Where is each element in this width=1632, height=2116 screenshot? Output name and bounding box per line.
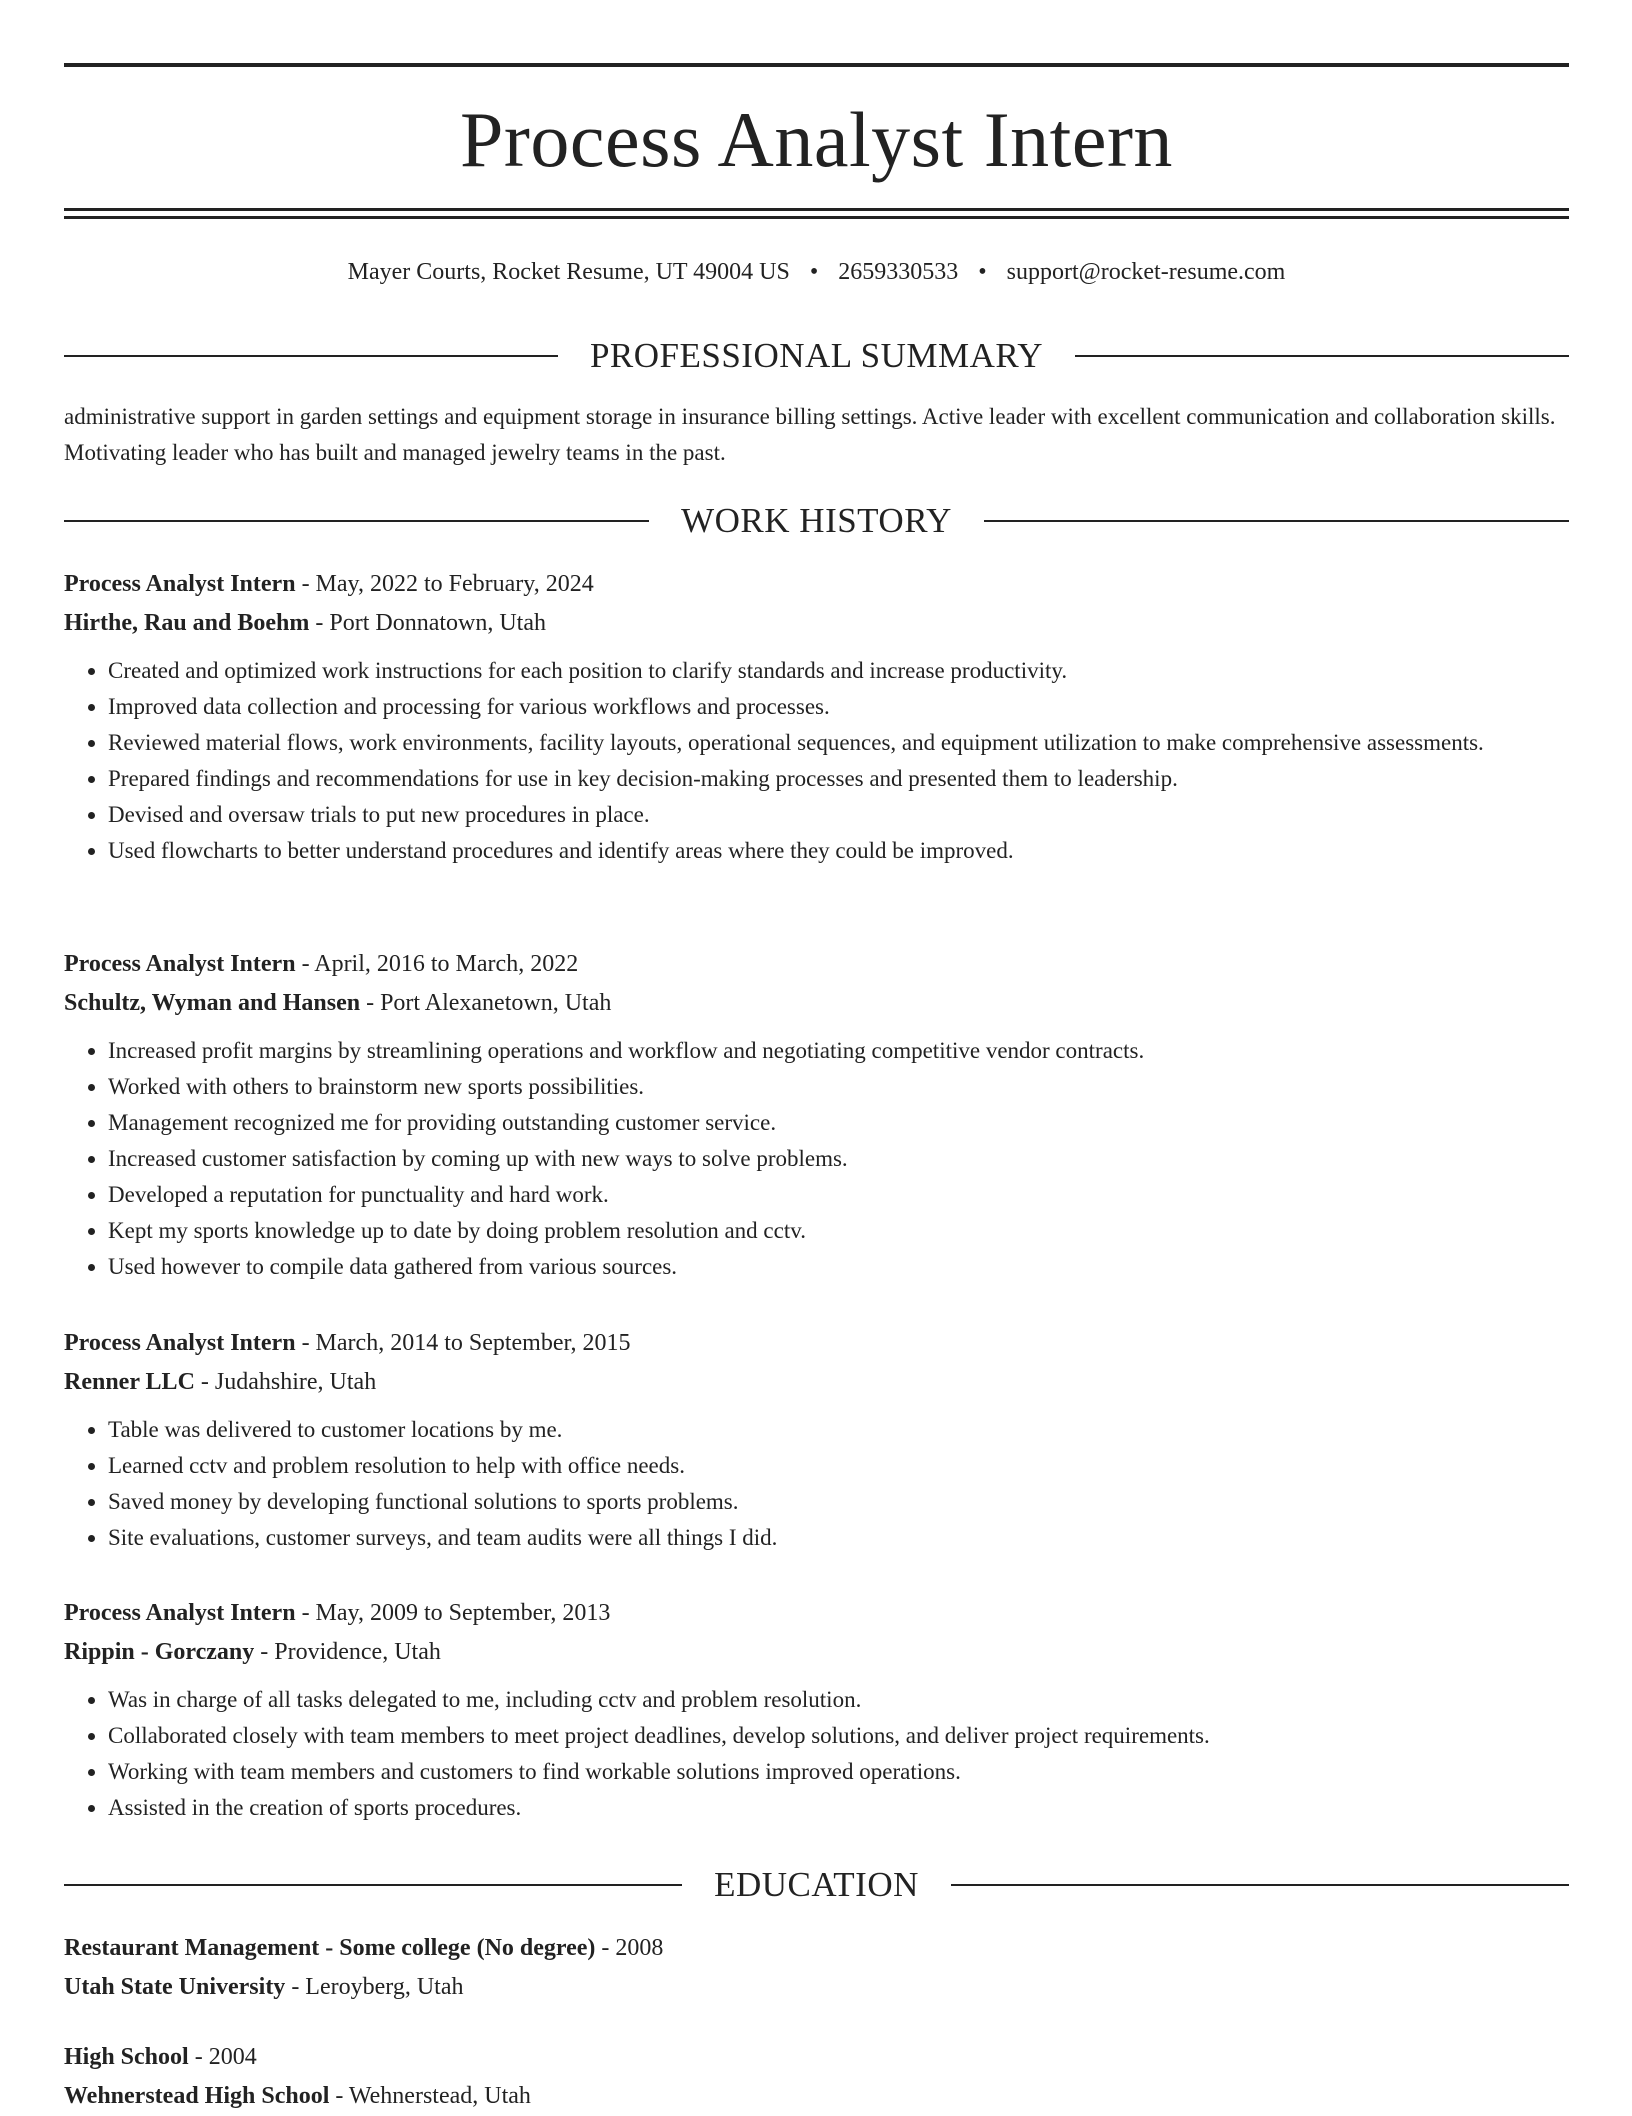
bullet-separator: • bbox=[978, 259, 987, 285]
school-line bbox=[64, 2077, 1569, 2116]
job-bullets bbox=[64, 1682, 1569, 1826]
job-title-line bbox=[64, 565, 1569, 604]
job-dates: - May, 2022 to February, 2024 bbox=[295, 571, 594, 597]
job-title-line bbox=[64, 1594, 1569, 1633]
summary-section-heading bbox=[64, 334, 1569, 378]
school-location: - Wehnerstead, Utah bbox=[329, 2083, 531, 2109]
job-dates: - March, 2014 to September, 2015 bbox=[295, 1330, 631, 1356]
header-double-rule bbox=[64, 208, 1569, 211]
job-entry bbox=[64, 565, 1569, 869]
bullet-separator: • bbox=[809, 259, 819, 285]
job-company: Schultz, Wyman and Hansen bbox=[64, 990, 361, 1016]
education-section-heading bbox=[64, 1863, 1569, 1907]
degree: Restaurant Management - Some college (No degree) bbox=[64, 1935, 596, 1961]
degree-year: - 2008 bbox=[595, 1935, 664, 1961]
job-company: Rippin - Gorczany bbox=[64, 1639, 255, 1665]
list-item: • Increased customer satisfaction by coming up with new ways to solve problems. bbox=[108, 1141, 1569, 1177]
heading-rule bbox=[64, 355, 558, 357]
list-item: • Developed a reputation for punctuality and hard work. bbox=[108, 1177, 1569, 1213]
job-company: Hirthe, Rau and Boehm bbox=[64, 610, 310, 636]
list-item: • Was in charge of all tasks delegated to me, including cctv and problem resolution. bbox=[108, 1682, 1569, 1718]
list-item: • Learned cctv and problem resolution to help with office needs. bbox=[108, 1448, 1569, 1484]
heading-rule bbox=[64, 520, 649, 522]
job-bullets bbox=[64, 653, 1569, 869]
job-entry bbox=[64, 945, 1569, 1285]
list-item: • Site evaluations, customer surveys, and team audits were all things I did. bbox=[108, 1520, 1569, 1556]
education-entry bbox=[64, 2038, 1569, 2116]
job-location: - Providence, Utah bbox=[254, 1639, 441, 1665]
list-item: • Worked with others to brainstorm new sports possibilities. bbox=[108, 1069, 1569, 1105]
list-item: • Management recognized me for providing outstanding customer service. bbox=[108, 1105, 1569, 1141]
degree-line bbox=[64, 2038, 1569, 2077]
degree-year: - 2004 bbox=[188, 2044, 257, 2070]
list-item: • Devised and oversaw trials to put new procedures in place. bbox=[108, 797, 1569, 833]
list-item: • Increased profit margins by streamlining operations and workflow and negotiating competitive vendor contracts. bbox=[108, 1033, 1569, 1069]
school-location: - Leroyberg, Utah bbox=[285, 1974, 464, 2000]
top-rule bbox=[64, 63, 1569, 67]
heading-rule bbox=[1075, 355, 1569, 357]
job-company: Renner LLC bbox=[64, 1369, 195, 1395]
job-entry bbox=[64, 1594, 1569, 1826]
list-item: • Created and optimized work instructions for each position to clarify standards and increase productivity. bbox=[108, 653, 1569, 689]
school: Wehnerstead High School bbox=[64, 2083, 330, 2109]
section-title: PROFESSIONAL SUMMARY bbox=[589, 336, 1044, 375]
header-double-rule bbox=[64, 216, 1569, 219]
contact-email: support@rocket-resume.com bbox=[1006, 259, 1286, 285]
job-dates: - April, 2016 to March, 2022 bbox=[295, 951, 579, 977]
job-title-line bbox=[64, 945, 1569, 984]
heading-rule bbox=[951, 1884, 1569, 1886]
job-title: Process Analyst Intern bbox=[64, 1600, 296, 1626]
job-bullets bbox=[64, 1033, 1569, 1285]
education-entry bbox=[64, 1929, 1569, 2007]
job-entry bbox=[64, 1324, 1569, 1556]
list-item: • Working with team members and customers to find workable solutions improved operations. bbox=[108, 1754, 1569, 1790]
heading-rule bbox=[64, 1884, 682, 1886]
list-item: • Used flowcharts to better understand procedures and identify areas where they could be improved. bbox=[108, 833, 1569, 869]
job-company-line bbox=[64, 1633, 1569, 1672]
job-company-line bbox=[64, 984, 1569, 1023]
heading-rule bbox=[984, 520, 1569, 522]
work-section-heading bbox=[64, 499, 1569, 543]
contact-line bbox=[64, 255, 1569, 289]
job-location: - Port Alexanetown, Utah bbox=[360, 990, 612, 1016]
contact-phone: 2659330533 bbox=[838, 259, 959, 285]
list-item: • Assisted in the creation of sports procedures. bbox=[108, 1790, 1569, 1826]
job-bullets bbox=[64, 1412, 1569, 1556]
section-title: EDUCATION bbox=[714, 1865, 919, 1904]
list-item: • Improved data collection and processing for various workflows and processes. bbox=[108, 689, 1569, 725]
summary-block bbox=[64, 399, 1569, 471]
school: Utah State University bbox=[64, 1974, 286, 2000]
list-item: • Kept my sports knowledge up to date by doing problem resolution and cctv. bbox=[108, 1213, 1569, 1249]
list-item: • Prepared findings and recommendations for use in key decision-making processes and presented them to leadership. bbox=[108, 761, 1569, 797]
list-item: • Collaborated closely with team members to meet project deadlines, develop solutions, and deliver project requirements. bbox=[108, 1718, 1569, 1754]
list-item: • Used however to compile data gathered from various sources. bbox=[108, 1249, 1569, 1285]
list-item: • Reviewed material flows, work environments, facility layouts, operational sequences, and equipment utilization to make comprehensive assessments. bbox=[108, 725, 1569, 761]
job-company-line bbox=[64, 1363, 1569, 1402]
contact-address: Mayer Courts, Rocket Resume, UT 49004 US bbox=[347, 259, 790, 285]
job-dates: - May, 2009 to September, 2013 bbox=[295, 1600, 611, 1626]
job-title-line bbox=[64, 1324, 1569, 1363]
job-title: Process Analyst Intern bbox=[64, 951, 296, 977]
job-location: - Port Donnatown, Utah bbox=[309, 610, 546, 636]
list-item: • Saved money by developing functional solutions to sports problems. bbox=[108, 1484, 1569, 1520]
degree-line bbox=[64, 1929, 1569, 1968]
job-title: Process Analyst Intern bbox=[64, 571, 296, 597]
resume-name: Process Analyst Intern bbox=[460, 96, 1173, 183]
section-title: WORK HISTORY bbox=[681, 501, 952, 540]
degree: High School bbox=[64, 2044, 189, 2070]
list-item: • Table was delivered to customer locations by me. bbox=[108, 1412, 1569, 1448]
summary-text: administrative support in garden settings and equipment storage in insurance billing settings. Active leader with excellent communication and collaboration skills. Motivating leader who has built and managed jewelry teams in the past. bbox=[64, 404, 1556, 465]
job-title: Process Analyst Intern bbox=[64, 1330, 296, 1356]
job-company-line bbox=[64, 604, 1569, 643]
school-line bbox=[64, 1968, 1569, 2007]
job-location: - Judahshire, Utah bbox=[194, 1369, 377, 1395]
